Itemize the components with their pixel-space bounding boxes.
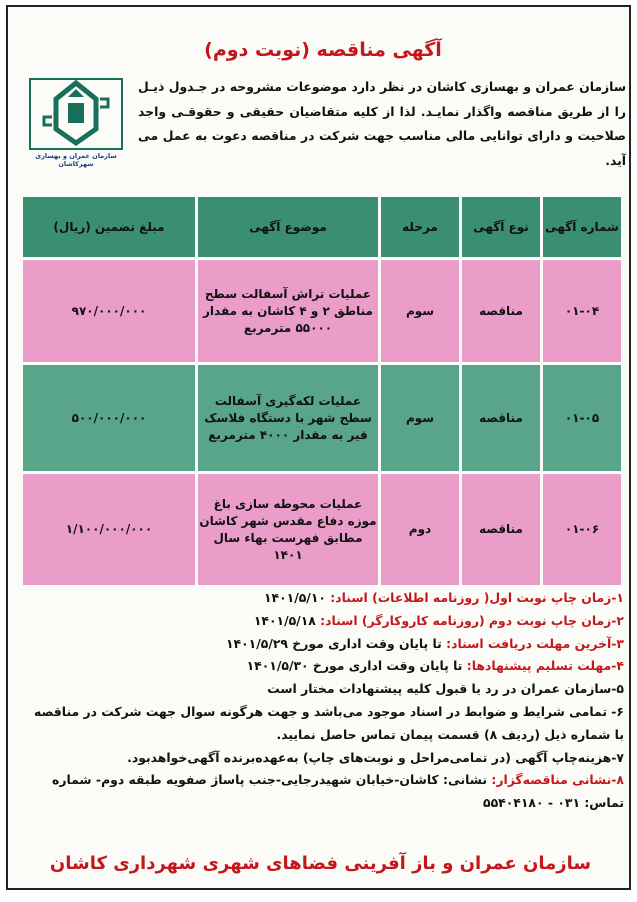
header-amount: مبلغ تضمین (ریال) <box>23 197 195 257</box>
cell-stage: سوم <box>381 365 459 471</box>
list-item <box>22 587 624 610</box>
item-label: ۲-زمان چاپ نوبت دوم (روزنامه کاروکارگر) اسناد: <box>320 612 624 628</box>
cell-amount: ۵۰۰/۰۰۰/۰۰۰ <box>23 365 195 471</box>
list-item <box>22 610 624 633</box>
item-text: ۱۴۰۱/۵/۱۸ <box>253 612 321 628</box>
item-label: ۸-نشانی مناقصه‌گزار: <box>491 772 624 788</box>
cell-type: مناقصه <box>462 260 540 362</box>
list-item <box>22 701 624 747</box>
cell-number: ۰۱-۰۵ <box>543 365 621 471</box>
cell-stage: دوم <box>381 474 459 585</box>
header-subject: موضوع آگهی <box>198 197 378 257</box>
notice-title: آگهی مناقصه (نوبت دوم) <box>204 39 442 61</box>
item-label: ۴-مهلت تسلیم پیشنهادها: <box>466 658 624 674</box>
cell-number: ۰۱-۰۴ <box>543 260 621 362</box>
cell-subject: عملیات تراش آسفالت سطح مناطق ۲ و ۴ کاشان به مقدار ۵۵۰۰۰ مترمربع <box>198 260 378 362</box>
header-stage: مرحله <box>381 197 459 257</box>
conditions-list <box>22 587 624 815</box>
list-item <box>22 678 624 701</box>
logo-emblem-icon <box>22 73 130 153</box>
table-row <box>23 365 621 471</box>
header-type: نوع آگهی <box>462 197 540 257</box>
cell-type: مناقصه <box>462 365 540 471</box>
table-header-row <box>23 197 621 257</box>
header-number: شماره آگهی <box>543 197 621 257</box>
cell-type: مناقصه <box>462 474 540 585</box>
item-text: ۵-سازمان عمران در رد یا قبول کلیه پیشنهادات مختار است <box>267 681 624 697</box>
list-item <box>22 747 624 770</box>
item-text: نشانی: کاشان-خیابان شهیدرجایی-جنب پاساژ صفویه طبقه دوم- شماره تماس: ۰۳۱ - ۵۵۴۰۴۱۸۰ <box>52 772 624 811</box>
notice-page <box>6 5 631 890</box>
list-item <box>22 633 624 656</box>
item-text: تا پایان وقت اداری مورخ ۱۴۰۱/۵/۲۹ <box>225 635 447 651</box>
item-text: تا پایان وقت اداری مورخ ۱۴۰۱/۵/۳۰ <box>246 658 467 674</box>
list-item <box>22 769 624 815</box>
list-item <box>22 655 624 678</box>
cell-amount: ۱/۱۰۰/۰۰۰/۰۰۰ <box>23 474 195 585</box>
logo-caption: سازمان عمران و بهسازی شهرکاشان <box>35 152 117 168</box>
cell-number: ۰۱-۰۶ <box>543 474 621 585</box>
cell-subject: عملیات محوطه سازی باغ موزه دفاع مقدس شهر کاشان مطابق فهرست بهاء سال ۱۴۰۱ <box>198 474 378 585</box>
item-text: ۷-هزینه‌چاپ آگهی (در تمامی‌مراحل و نوبت‌های چاپ) به‌عهده‌برنده آگهی‌خواهدبود. <box>127 749 624 765</box>
footer-organization: سازمان عمران و باز آفرینی فضاهای شهری شهرداری کاشان <box>49 853 592 874</box>
item-text: ۱۴۰۱/۵/۱۰ <box>263 590 331 605</box>
item-label: ۱-زمان چاپ نوبت اول( روزنامه اطلاعات) اسناد: <box>330 590 624 605</box>
cell-stage: سوم <box>381 260 459 362</box>
table-row <box>23 260 621 362</box>
item-text: ۶- تمامی شرایط و ضوابط در اسناد موجود می‌باشد و جهت هرگونه سوال جهت شرکت در مناقصه با شماره ذیل (ردیف ۸) قسمت پیمان تماس حاصل نمایید. <box>33 703 624 742</box>
tender-table <box>20 194 624 588</box>
item-label: ۳-آخرین مهلت دریافت اسناد: <box>446 635 624 651</box>
table-row <box>23 474 621 585</box>
cell-amount: ۹۷۰/۰۰۰/۰۰۰ <box>23 260 195 362</box>
cell-subject: عملیات لکه‌گیری آسفالت سطح شهر با دستگاه فلاسک قیر به مقدار ۴۰۰۰ مترمربع <box>198 365 378 471</box>
intro-paragraph: سازمان عمران و بهسازی کاشان در نظر دارد موضوعات مشروحه در جـدول ذیـل را از طریق مناقصه واگذار نمایـد. لذا از کلیه متقاضیان حقیقی و حقوقـی واجد صلاحیت و دارای توانایی مالی مناسب جهت شرکت در مناقصه دعوت به عمل می آید. <box>138 79 626 168</box>
